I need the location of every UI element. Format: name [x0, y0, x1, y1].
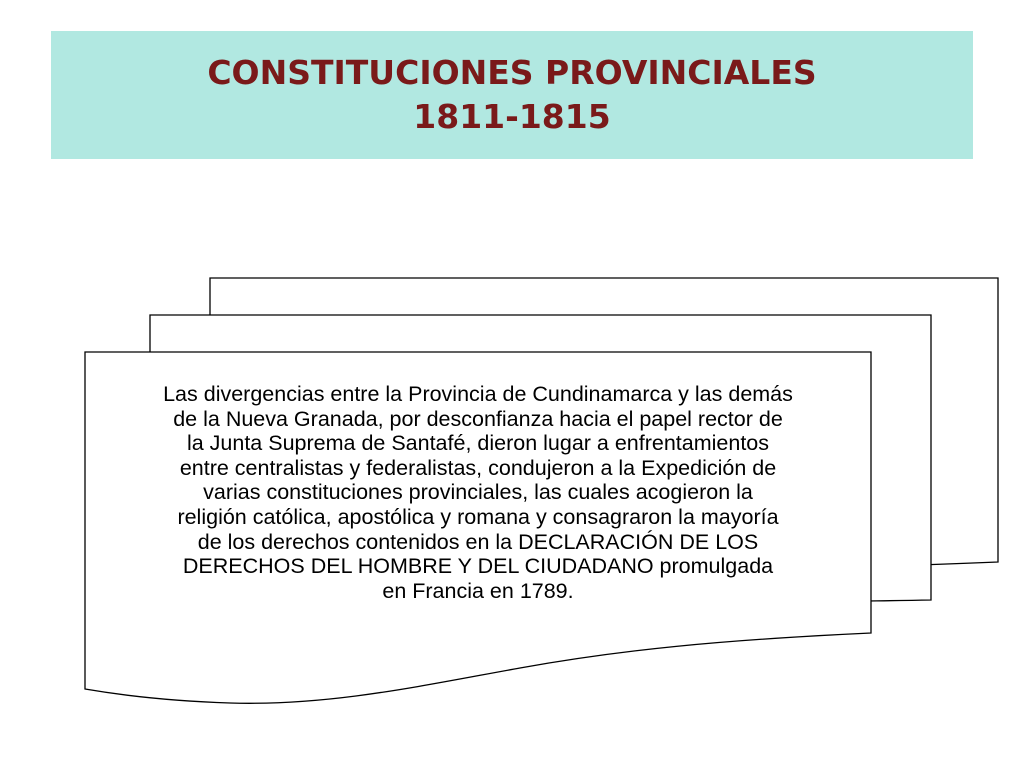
- document-body-text: [88, 382, 868, 603]
- title-heading: CONSTITUCIONES PROVINCIALES: [207, 53, 817, 92]
- body-line: entre centralistas y federalistas, condujeron a la Expedición de: [179, 455, 777, 480]
- body-line: de la Nueva Granada, por desconfianza hacia el papel rector de: [173, 406, 783, 431]
- body-line: varias constituciones provinciales, las cuales acogieron la: [203, 480, 753, 505]
- body-line: Las divergencias entre la Provincia de Cundinamarca y las demás: [163, 382, 793, 406]
- body-line: de los derechos contenidos en la DECLARACIÓN DE LOS: [197, 529, 759, 554]
- body-line: en Francia en 1789.: [382, 578, 574, 603]
- body-line: DERECHOS DEL HOMBRE Y DEL CIUDADANO promulgada: [182, 554, 774, 579]
- body-line: la Junta Suprema de Santafé, dieron lugar a enfrentamientos: [186, 431, 770, 456]
- title-years: 1811-1815: [413, 97, 611, 136]
- body-line: religión católica, apostólica y romana y consagraron la mayoría: [177, 504, 779, 529]
